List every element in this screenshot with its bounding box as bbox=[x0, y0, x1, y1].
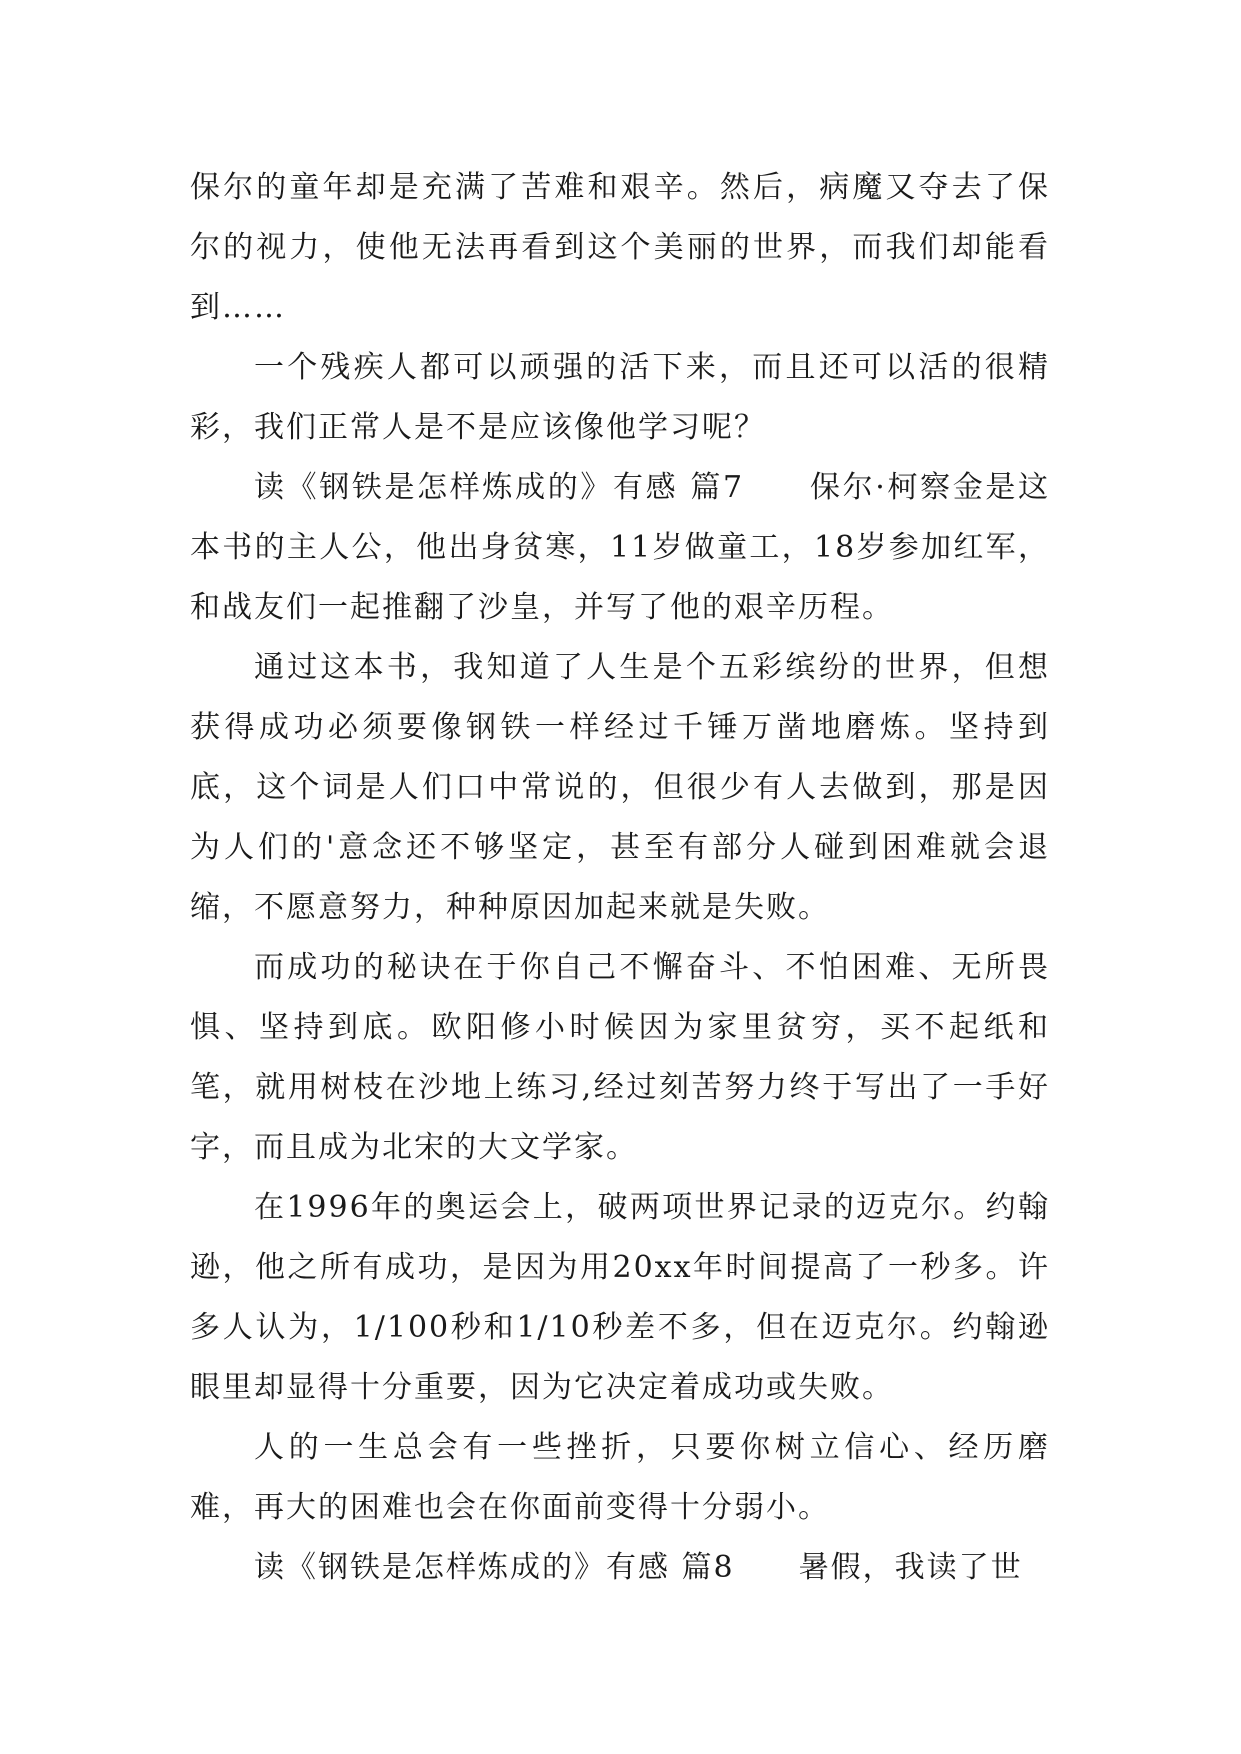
paragraph-5: 而成功的秘诀在于你自己不懈奋斗、不怕困难、无所畏惧、坚持到底。欧阳修小时候因为家里贫穷，买不起纸和笔，就用树枝在沙地上练习,经过刻苦努力终于写出了一手好字，而且成为北宋的大文学家。 bbox=[190, 950, 1050, 1165]
paragraph-3: 读《钢铁是怎样炼成的》有感 篇7 保尔·柯察金是这本书的主人公，他出身贫寒，11岁做童工，18岁参加红军，和战友们一起推翻了沙皇，并写了他的艰辛历程。 bbox=[190, 470, 1050, 625]
paragraph-2: 一个残疾人都可以顽强的活下来，而且还可以活的很精彩，我们正常人是不是应该像他学习呢？ bbox=[190, 350, 1050, 445]
document-page bbox=[190, 158, 1050, 1598]
paragraph-6: 在1996年的奥运会上，破两项世界记录的迈克尔。约翰逊，他之所有成功，是因为用20xx年时间提高了一秒多。许多人认为，1/100秒和1/10秒差不多，但在迈克尔。约翰逊眼里却显得十分重要，因为它决定着成功或失败。 bbox=[190, 1190, 1050, 1405]
paragraph-8: 读《钢铁是怎样炼成的》有感 篇8 暑假，我读了世 bbox=[254, 1550, 1023, 1585]
paragraph-7: 人的一生总会有一些挫折，只要你树立信心、经历磨难，再大的困难也会在你面前变得十分弱小。 bbox=[190, 1430, 1050, 1525]
paragraph-4: 通过这本书，我知道了人生是个五彩缤纷的世界，但想获得成功必须要像钢铁一样经过千锤万凿地磨炼。坚持到底，这个词是人们口中常说的，但很少有人去做到，那是因为人们的'意念还不够坚定，甚至有部分人碰到困难就会退缩，不愿意努力，种种原因加起来就是失败。 bbox=[190, 650, 1050, 925]
paragraph-1: 保尔的童年却是充满了苦难和艰辛。然后，病魔又夺去了保尔的视力，使他无法再看到这个美丽的世界，而我们却能看到…… bbox=[190, 170, 1050, 325]
